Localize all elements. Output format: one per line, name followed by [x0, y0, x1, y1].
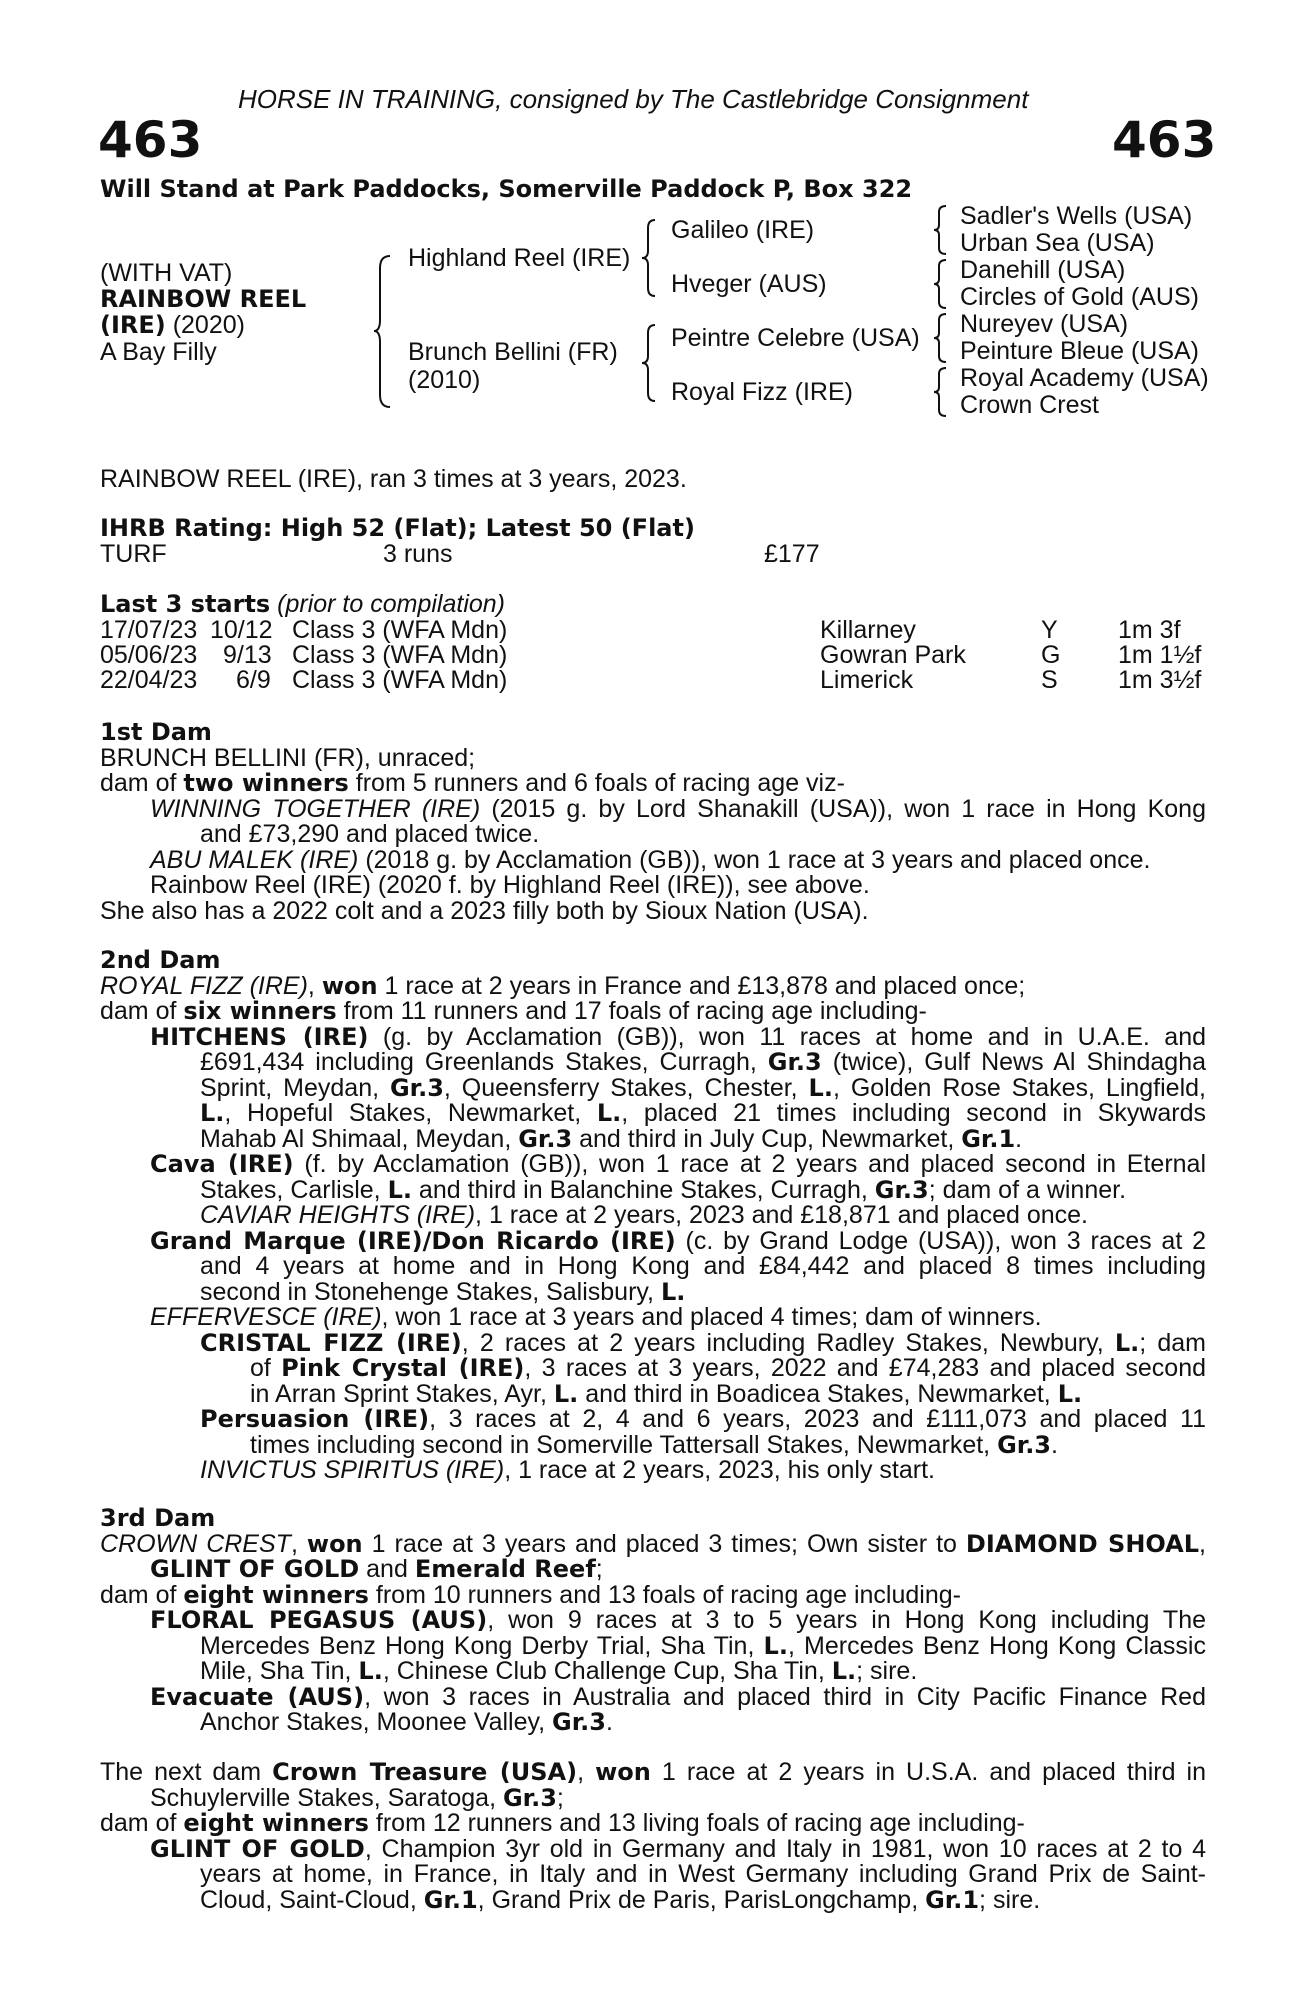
pedigree-brace-sire: [640, 218, 658, 298]
horse-origin: (IRE): [100, 311, 166, 339]
horse-year: (2020): [165, 311, 245, 339]
pedigree-dam: Brunch Bellini (FR): [408, 338, 618, 366]
pedigree-brace-4a: [932, 204, 948, 256]
progeny-entry: HITCHENS (IRE) (g. by Acclamation (GB)), won 11 races at home and in U.A.E. and: [150, 1022, 1206, 1051]
start-date: 17/07/23: [100, 616, 198, 644]
progeny-entry-cont: in Arran Sprint Stakes, Ayr, L. and third in Boadicea Stakes, Newmarket, L.: [250, 1379, 1083, 1408]
pedigree-brace-4b: [932, 258, 948, 310]
progeny-entry-cont: Anchor Stakes, Moonee Valley, Gr.3.: [200, 1708, 613, 1736]
pedigree-sire: Highland Reel (IRE): [408, 244, 631, 272]
progeny-entry-cont: years at home, in France, in Italy and in West Germany including Grand Prix de Saint-: [200, 1860, 1206, 1888]
dam-line: CROWN CREST, won 1 race at 3 years and placed 3 times; Own sister to DIAMOND SHOAL,: [100, 1529, 1206, 1558]
progeny-entry-cont: £691,434 including Greenlands Stakes, Curragh, Gr.3 (twice), Gulf News Al Shindagha: [200, 1048, 1206, 1076]
horse-description: A Bay Filly: [100, 338, 217, 366]
pedigree-brace-4d: [932, 366, 948, 418]
pedigree-dam-dam: Royal Fizz (IRE): [671, 378, 853, 406]
rating-runs: 3 runs: [383, 540, 453, 568]
progeny-entry-cont: Mile, Sha Tin, L., Chinese Club Challenge Cup, Sha Tin, L.; sire.: [200, 1657, 918, 1685]
progeny-entry: FLORAL PEGASUS (AUS), won 9 races at 3 to 5 years in Hong Kong including The: [150, 1606, 1207, 1634]
horse-origin-year: [100, 313, 245, 339]
progeny-entry-cont: of Pink Crystal (IRE), 3 races at 3 years, 2022 and £74,283 and placed second: [250, 1354, 1206, 1382]
pedigree-sdd: Circles of Gold (AUS): [960, 283, 1199, 311]
progeny-entry-cont: Mahab Al Shimaal, Meydan, Gr.3 and third in July Cup, Newmarket, Gr.1.: [200, 1124, 1023, 1153]
last-starts-title: Last 3 starts: [100, 590, 271, 618]
progeny-entry-cont: CAVIAR HEIGHTS (IRE), 1 race at 2 years, 2023 and £18,871 and placed once.: [200, 1201, 1088, 1229]
start-distance: 1m 3f: [1118, 616, 1181, 644]
dam-also-note: She also has a 2022 colt and a 2023 filly both by Sioux Nation (USA).: [100, 896, 869, 925]
start-course: Killarney: [820, 616, 916, 644]
progeny-entry: CRISTAL FIZZ (IRE), 2 races at 2 years including Radley Stakes, Newbury, L.; dam: [200, 1328, 1206, 1357]
section-heading: 2nd Dam: [100, 946, 221, 974]
pedigree-dds: Royal Academy (USA): [960, 364, 1209, 392]
pedigree-dam-year: (2010): [408, 366, 481, 394]
pedigree-sire-dam: Hveger (AUS): [671, 270, 827, 298]
vat-label: (WITH VAT): [100, 259, 233, 287]
pedigree-brace-4c: [932, 312, 948, 364]
start-position: 9/13: [223, 641, 272, 669]
dam-produce-summary: dam of six winners from 11 runners and 17 foals of racing age including-: [100, 997, 927, 1025]
start-position: 10/12: [210, 616, 273, 644]
start-race: Class 3 (WFA Mdn): [292, 616, 508, 644]
rating-surface: TURF: [100, 540, 167, 568]
section-heading: 3rd Dam: [100, 1504, 216, 1532]
progeny-entry: Cava (IRE) (f. by Acclamation (GB)), won 1 race at 2 years and placed second in Eternal: [150, 1150, 1207, 1178]
last-starts-heading: [100, 592, 505, 618]
start-race: Class 3 (WFA Mdn): [292, 641, 508, 669]
rating-earnings: £177: [764, 540, 820, 568]
start-distance: 1m 3½f: [1118, 666, 1202, 694]
start-distance: 1m 1½f: [1118, 641, 1202, 669]
first-dam-section: [100, 720, 1206, 924]
start-course: Gowran Park: [820, 641, 966, 669]
start-date: 22/04/23: [100, 666, 198, 694]
start-going: G: [1041, 641, 1061, 669]
progeny-entry: Persuasion (IRE), 3 races at 2, 4 and 6 years, 2023 and £111,073 and placed 11: [200, 1405, 1206, 1433]
progeny-entry: Rainbow Reel (IRE) (2020 f. by Highland Reel (IRE)), see above.: [150, 871, 870, 899]
progeny-entry-cont: times including second in Somerville Tattersall Stakes, Newmarket, Gr.3.: [250, 1430, 1058, 1459]
progeny-entry-cont: and 4 years at home and in Hong Kong and £84,442 and placed 8 times including: [200, 1252, 1206, 1280]
lot-number-right: 463: [1112, 111, 1217, 169]
progeny-entry-cont: and £73,290 and placed twice.: [200, 820, 540, 848]
progeny-entry: Evacuate (AUS), won 3 races in Australia and placed third in City Pacific Finance Red: [150, 1682, 1206, 1711]
pedigree-dss: Nureyev (USA): [960, 310, 1129, 338]
start-race: Class 3 (WFA Mdn): [292, 666, 508, 694]
section-heading: 1st Dam: [100, 718, 212, 746]
third-dam-section: [100, 1506, 1206, 1736]
horse-name: RAINBOW REEL: [100, 285, 307, 313]
pedigree-brace-dam: [640, 323, 658, 403]
last-starts-note: (prior to compilation): [270, 590, 506, 618]
progeny-entry: GLINT OF GOLD, Champion 3yr old in Germany and Italy in 1981, won 10 races at 2 to 4: [150, 1834, 1207, 1863]
pedigree-sds: Danehill (USA): [960, 256, 1126, 284]
progeny-entry: INVICTUS SPIRITUS (IRE), 1 race at 2 years, 2023, his only start.: [200, 1456, 935, 1484]
second-dam-section: [100, 948, 1206, 1484]
progeny-entry: Grand Marque (IRE)/Don Ricardo (IRE) (c. by Grand Lodge (USA)), won 3 races at 2: [150, 1226, 1206, 1255]
race-summary: RAINBOW REEL (IRE), ran 3 times at 3 years, 2023.: [100, 465, 687, 493]
pedigree-dsd: Peinture Bleue (USA): [960, 337, 1200, 365]
dam-produce-summary: dam of eight winners from 12 runners and 13 living foals of racing age including-: [100, 1809, 1025, 1837]
pedigree-sire-sire: Galileo (IRE): [671, 216, 815, 244]
dam-line-cont: Schuylerville Stakes, Saratoga, Gr.3;: [150, 1783, 564, 1812]
progeny-entry-cont: second in Stonehenge Stakes, Salisbury, L.: [200, 1277, 686, 1306]
progeny-entry: ABU MALEK (IRE) (2018 g. by Acclamation (GB)), won 1 race at 3 years and placed once.: [150, 845, 1151, 874]
pedigree-brace-main: [372, 254, 394, 409]
progeny-entry-cont: Stakes, Carlisle, L. and third in Balanchine Stakes, Curragh, Gr.3; dam of a winner.: [200, 1175, 1127, 1204]
dam-line: The next dam Crown Treasure (USA), won 1 race at 2 years in U.S.A. and placed third in: [100, 1758, 1206, 1786]
start-position: 6/9: [236, 666, 271, 694]
progeny-entry-cont: Mercedes Benz Hong Kong Derby Trial, Sha Tin, L., Mercedes Benz Hong Kong Classic: [200, 1631, 1206, 1660]
location-line: Will Stand at Park Paddocks, Somerville Paddock P, Box 322: [100, 175, 913, 203]
start-date: 05/06/23: [100, 641, 198, 669]
dam-produce-summary: dam of two winners from 5 runners and 6 foals of racing age viz-: [100, 769, 845, 797]
dam-line-cont: GLINT OF GOLD and Emerald Reef;: [150, 1555, 603, 1583]
consignment-line: HORSE IN TRAINING, consigned by The Castlebridge Consignment: [238, 84, 1029, 114]
lot-number-left: 463: [98, 111, 203, 169]
pedigree-ddd: Crown Crest: [960, 391, 1099, 419]
progeny-entry: EFFERVESCE (IRE), won 1 race at 3 years and placed 4 times; dam of winners.: [150, 1303, 1042, 1331]
progeny-entry-cont: Sprint, Meydan, Gr.3, Queensferry Stakes, Chester, L., Golden Rose Stakes, Lingfield,: [200, 1073, 1206, 1102]
pedigree-sss: Sadler's Wells (USA): [960, 202, 1193, 230]
progeny-entry-cont: Cloud, Saint-Cloud, Gr.1, Grand Prix de Paris, ParisLongchamp, Gr.1; sire.: [200, 1885, 1041, 1914]
dam-line: ROYAL FIZZ (IRE), won 1 race at 2 years in France and £13,878 and placed once;: [100, 971, 1026, 1000]
ihrb-rating: IHRB Rating: High 52 (Flat); Latest 50 (Flat): [100, 514, 695, 542]
start-going: S: [1041, 666, 1058, 694]
start-course: Limerick: [820, 666, 914, 694]
dam-produce-summary: dam of eight winners from 10 runners and 13 foals of racing age including-: [100, 1580, 961, 1609]
next-dam-section: [100, 1760, 1206, 1913]
pedigree-ssd: Urban Sea (USA): [960, 229, 1155, 257]
pedigree-dam-sire: Peintre Celebre (USA): [671, 324, 920, 352]
progeny-entry-cont: L., Hopeful Stakes, Newmarket, L., placed 21 times including second in Skywards: [200, 1099, 1207, 1127]
progeny-entry: WINNING TOGETHER (IRE) (2015 g. by Lord Shanakill (USA)), won 1 race in Hong Kong: [150, 794, 1206, 823]
dam-line: BRUNCH BELLINI (FR), unraced;: [100, 743, 476, 772]
start-going: Y: [1041, 616, 1058, 644]
